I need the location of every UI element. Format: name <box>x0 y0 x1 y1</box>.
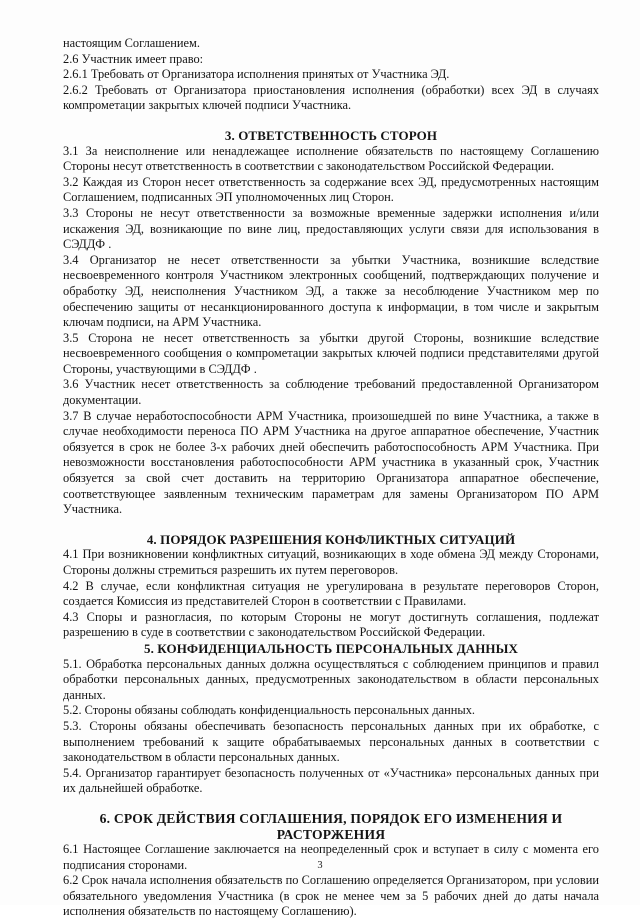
paragraph: 2.6.1 Требовать от Организатора исполнения принятых от Участника ЭД. <box>63 67 450 82</box>
section-5-heading: 5. КОНФИДЕНЦИАЛЬНОСТЬ ПЕРСОНАЛЬНЫХ ДАННЫХ <box>144 640 518 656</box>
paragraph: 3.4 Организатор не несет ответственности за убытки Участника, возникшие вследствие несвоевременного контроля Участником электронных сообщений, подтверждающих получение и обработку ЭД, неисполнения Участником ЭД, а также за несоблюдение Участником мер по обеспечению защиты от несанкционированного доступа к информации, в том числе и закрытым ключам подписи, на АРМ Участника. <box>63 252 599 330</box>
paragraph: 2.6.2 Требовать от Организатора приостановления исполнения (обработки) всех ЭД в случаях компрометации закрытых ключей подписи Участника. <box>63 82 599 113</box>
paragraph: 3.3 Стороны не несут ответственности за возможные временные задержки исполнения и/или искажения ЭД, возникающие по вине лиц, предоставляющих услуги связи для использования в СЭДДФ . <box>63 205 599 252</box>
paragraph: 2.6 Участник имеет право: <box>63 51 204 66</box>
paragraph: настоящим Соглашением. <box>63 36 200 50</box>
paragraph: 4.3 Споры и разногласия, по которым Стороны не могут достигнуть соглашения, подлежат разрешению в суде в соответствии с законодательством Российской Федерации. <box>63 609 599 640</box>
paragraph: 4.1 При возникновении конфликтных ситуаций, возникающих в ходе обмена ЭД между Сторонами, Стороны должны стремиться разрешить их путем переговоров. <box>63 547 599 577</box>
section-4-heading: 4. ПОРЯДОК РАЗРЕШЕНИЯ КОНФЛИКТНЫХ СИТУАЦИЙ <box>146 531 516 547</box>
paragraph: 6.1 Настоящее Соглашение заключается на неопределенный срок и вступает в силу с момента его подписания сторонами. <box>63 842 599 872</box>
paragraph: 5.4. Организатор гарантирует безопасность полученных от «Участника» персональных данных при их дальнейшей обработке. <box>63 765 599 796</box>
paragraph: 5.1. Обработка персональных данных должна осуществляться с соблюдением принципов и правил обработки персональных данных, предусмотренных законодательством в области персональных данных. <box>63 656 599 702</box>
paragraph: 3.5 Сторона не несет ответственность за убытки другой Стороны, возникшие вследствие несвоевременного сообщения о компрометации закрытых ключей подписи представителями другой Стороны, участвующими в СЭДДФ . <box>63 330 599 376</box>
paragraph: 3.1 За неисполнение или ненадлежащее исполнение обязательств по настоящему Соглашению Стороны несут ответственность в соответствии с законодательством Российской Федерации. <box>63 143 599 174</box>
paragraph: 3.7 В случае неработоспособности АРМ Участника, произошедшей по вине Участника, а также в случае необходимости переноса ПО АРМ Участника на другое аппаратное обеспечение, Участник обязуется в срок не более 3-х рабочих дней обеспечить работоспособность АРМ Участника. При невозможности восстановления работоспособности АРМ участника в указанный срок, Участник обязуется за свой счет доставить на территорию Организатора аппаратное обеспечение, соответствующее заявленным техническим параметрам для замены Организатором ПО АРМ Участника. <box>63 408 599 517</box>
paragraph: 3.2 Каждая из Сторон несет ответственность за содержание всех ЭД, предусмотренных настоящим Соглашением, подписанных ЭП уполномоченных лиц Сторон. <box>63 174 599 205</box>
page-number: 3 <box>317 860 323 871</box>
paragraph: 4.2 В случае, если конфликтная ситуация не урегулирована в результате переговоров Сторон, создается Комиссия из представителей Сторон в соответствии с Правилами. <box>63 578 599 609</box>
paragraph: 3.6 Участник несет ответственность за соблюдение требований предоставленной Организатором документации. <box>63 377 599 408</box>
document-body <box>63 36 599 920</box>
section-3-heading: 3. ОТВЕТСТВЕННОСТЬ СТОРОН <box>224 127 438 143</box>
paragraph: 5.3. Стороны обязаны обеспечивать безопасность персональных данных при их обработке, с выполнением требований к защите обрабатываемых персональных данных в соответствии с законодательством в области персональных данных. <box>63 718 599 765</box>
section-6-heading: 6. СРОК ДЕЙСТВИЯ СОГЛАШЕНИЯ, ПОРЯДОК ЕГО ИЗМЕНЕНИЯ И РАСТОРЖЕНИЯ <box>99 810 563 842</box>
paragraph: 5.2. Стороны обязаны соблюдать конфиденциальность персональных данных. <box>63 703 475 718</box>
paragraph: 6.2 Срок начала исполнения обязательств по Соглашению определяется Организатором, при условии обязательного уведомления Участника (в срок не менее чем за 5 рабочих дней до даты начала исполнения обязательств по настоящему Соглашению). <box>63 873 599 919</box>
